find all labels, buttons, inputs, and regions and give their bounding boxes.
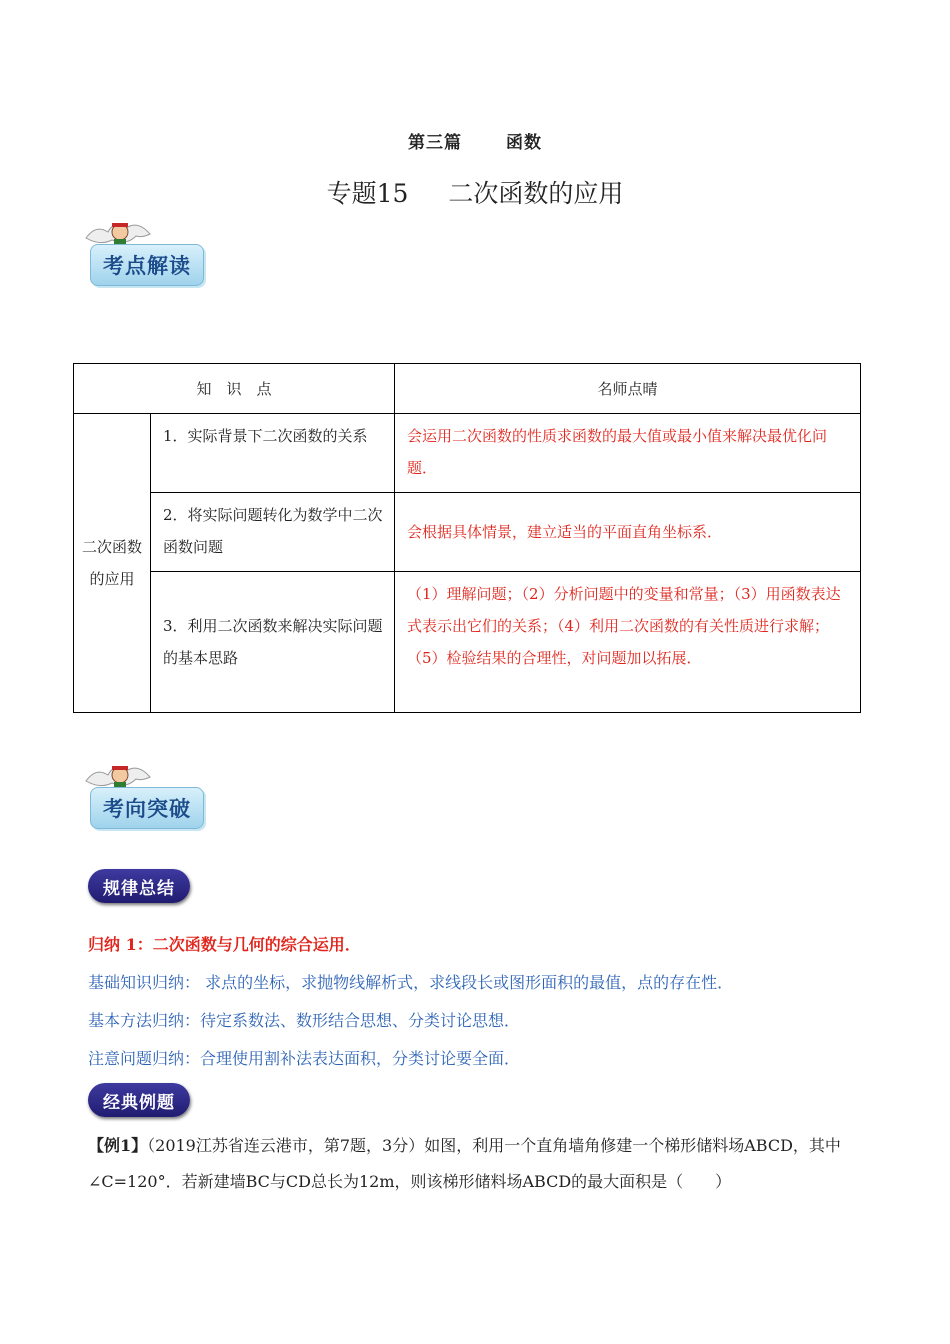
example-tag: 【例1】 [88, 1136, 148, 1155]
summary-item-label: 注意问题归纳： [88, 1049, 201, 1068]
summary-item-text: 待定系数法、数形结合思想、分类讨论思想． [200, 1011, 521, 1030]
table-header-tips: 名师点晴 [395, 364, 861, 414]
part-topic: 函数 [506, 133, 542, 153]
table-row [74, 572, 861, 713]
summary-item-label: 基础知识归纳： [88, 973, 201, 992]
example-line-2: ∠C=120°．若新建墙BC与CD总长为12m，则该梯形储料场ABCD的最大面积是（ ） [88, 1172, 732, 1191]
section-badge-kaoxiang [84, 763, 212, 835]
section-badge-label: 考向突破 [90, 787, 204, 829]
knowledge-point: 3．利用二次函数来解决实际问题的基本思路 [163, 617, 383, 667]
knowledge-table [73, 363, 861, 713]
part-label: 第三篇 [408, 133, 462, 153]
table-row [74, 414, 861, 493]
summary-item-label: 基本方法归纳： [88, 1011, 201, 1030]
knowledge-point: 1．实际背景下二次函数的关系 [163, 427, 368, 445]
teacher-tip: 会运用二次函数的性质求函数的最大值或最小值来解决最优化问题． [407, 427, 828, 477]
example-pill: 经典例题 [88, 1083, 190, 1117]
table-header-knowledge: 知 识 点 [74, 364, 395, 414]
summary-item [88, 1008, 520, 1031]
summary-item-text: 求点的坐标，求抛物线解析式，求线段长或图形面积的最值，点的存在性． [200, 973, 734, 992]
example-line-1 [88, 1128, 878, 1164]
topic-number: 专题15 [326, 179, 409, 208]
example-body-1: （2019江苏省连云港市，第7题，3分）如图，利用一个直角墙角修建一个梯形储料场ABCD，其中 [147, 1136, 841, 1155]
example-text [88, 1128, 878, 1200]
section-badge-label: 考点解读 [90, 244, 204, 286]
topic-name: 二次函数的应用 [448, 179, 624, 208]
summary-item-text: 合理使用割补法表达面积，分类讨论要全面． [200, 1049, 521, 1068]
topic-title [0, 174, 950, 210]
part-title [0, 128, 950, 153]
rules-pill: 规律总结 [88, 869, 190, 903]
summary-title: 归纳 1：二次函数与几何的综合运用． [88, 935, 361, 954]
summary-item [88, 970, 733, 993]
section-badge-kaodian [84, 220, 212, 292]
teacher-tip: （1）理解问题；（2）分析问题中的变量和常量；（3）用函数表达式表示出它们的关系；（4）利用二次函数的有关性质进行求解；（5）检验结果的合理性，对问题加以拓展． [407, 585, 841, 667]
table-row [74, 493, 861, 572]
knowledge-point: 2．将实际问题转化为数学中二次函数问题 [163, 506, 383, 556]
group-label: 二次函数的应用 [74, 414, 151, 713]
summary-item [88, 1046, 520, 1069]
teacher-tip: 会根据具体情景，建立适当的平面直角坐标系． [407, 523, 723, 541]
